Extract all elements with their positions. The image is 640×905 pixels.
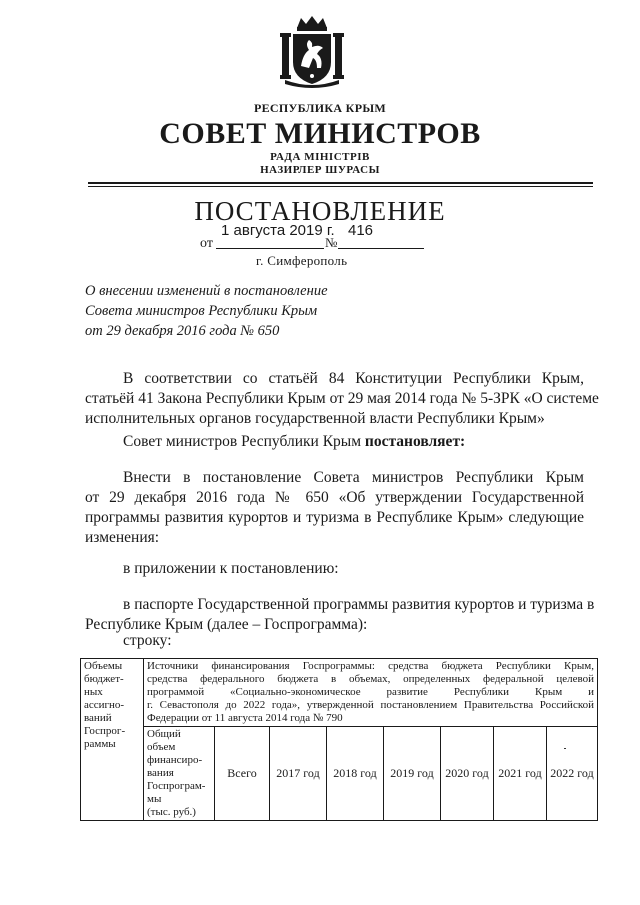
column-header-2022: 2022 год bbox=[547, 727, 598, 821]
column-header-2018: 2018 год bbox=[327, 727, 384, 821]
column-header-2019: 2019 год bbox=[384, 727, 441, 821]
line-label: строку: bbox=[123, 632, 172, 649]
table-cell-line: раммы bbox=[84, 738, 116, 750]
paragraph-line: Внести в постановление Совета министров Республики Крым bbox=[123, 469, 584, 486]
table-cell-line: Госпрограм- bbox=[147, 780, 206, 792]
table-cell-line: ваний bbox=[84, 712, 112, 724]
document-type-title: ПОСТАНОВЛЕНИЕ bbox=[194, 196, 446, 226]
table-row bbox=[81, 659, 598, 727]
paragraph-line: В соответствии со статьёй 84 Конституции Республики Крым, bbox=[123, 370, 584, 387]
total-volume-cell bbox=[144, 727, 215, 821]
subject-line: Совета министров Республики Крым bbox=[85, 303, 318, 319]
appendix-line: в приложении к постановлению: bbox=[123, 560, 339, 577]
table-row bbox=[81, 727, 598, 821]
paragraph-line: статьёй 41 Закона Республики Крым от 29 мая 2014 года № 5-ЗРК «О системе bbox=[85, 390, 599, 407]
table-cell-line: (тыс. руб.) bbox=[147, 806, 196, 818]
resolves-verb: постановляет: bbox=[364, 433, 466, 450]
paragraph-line: в паспорте Государственной программы развития курортов и туризма в bbox=[123, 596, 595, 613]
crimea-coat-of-arms-icon bbox=[279, 14, 345, 88]
table-left-header bbox=[81, 659, 144, 821]
paragraph-line: изменения: bbox=[85, 529, 160, 546]
number-prefix: № bbox=[325, 235, 338, 250]
passport-paragraph bbox=[85, 595, 595, 635]
table-cell-line: г. Севастополя до 2022 года», утвержденной постановлением Правительства Российской bbox=[147, 699, 594, 711]
number-underline bbox=[338, 248, 424, 249]
table-cell-line: Объемы bbox=[84, 660, 123, 672]
header-divider bbox=[88, 182, 593, 184]
financing-table bbox=[80, 658, 598, 821]
basis-paragraph bbox=[85, 369, 599, 429]
decree-subject bbox=[85, 281, 445, 341]
table-cell-line: Федерации от 11 августа 2014 года № 790 bbox=[147, 712, 343, 724]
date-prefix: от bbox=[200, 236, 213, 251]
table-cell-line: бюджет- bbox=[84, 673, 124, 685]
resolves-text: Совет министров Республики Крым bbox=[123, 433, 365, 450]
date-underline bbox=[216, 248, 324, 249]
council-name-ukrainian: РАДА МІНІСТРІВ bbox=[270, 151, 370, 163]
republic-name: РЕСПУБЛИКА КРЫМ bbox=[253, 101, 387, 115]
decree-date: 1 августа 2019 г. bbox=[221, 222, 335, 239]
table-cell-line: ных bbox=[84, 686, 103, 698]
table-cell-line: вания bbox=[147, 767, 174, 779]
table-cell-line: ассигно- bbox=[84, 699, 125, 711]
table-cell-line: Общий bbox=[147, 728, 181, 740]
header-divider-thin bbox=[88, 186, 593, 187]
table-cell-line: Источники финансирования Госпрограммы: средства бюджета Республики Крым, bbox=[147, 660, 594, 672]
amend-paragraph bbox=[85, 468, 584, 548]
paragraph-line: программы развития курортов и туризма в Республике Крым» следующие bbox=[85, 509, 584, 526]
table-cell-line: средства федерального бюджета в объемах, определенных федеральной целевой bbox=[147, 673, 594, 685]
table-cell-line: программой «Социально-экономическое развитие Республики Крым и bbox=[147, 686, 594, 698]
resolves-line bbox=[123, 433, 465, 451]
council-name: СОВЕТ МИНИСТРОВ bbox=[159, 117, 481, 150]
decree-number: 416 bbox=[348, 222, 374, 239]
table-cell-line: финансиро- bbox=[147, 754, 203, 766]
paragraph-line: Республике Крым (далее – Госпрограмма): bbox=[85, 616, 368, 633]
council-name-crimean-tatar: НАЗИРЛЕР ШУРАСЫ bbox=[260, 164, 380, 176]
table-cell-line: Госпрог- bbox=[84, 725, 126, 737]
city: г. Симферополь bbox=[256, 253, 348, 268]
column-header-2020: 2020 год bbox=[441, 727, 494, 821]
scan-speck bbox=[564, 748, 566, 749]
column-header-total: Всего bbox=[215, 727, 270, 821]
column-header-2021: 2021 год bbox=[494, 727, 547, 821]
column-header-2017: 2017 год bbox=[270, 727, 327, 821]
paragraph-line: исполнительных органов государственной власти Республики Крым» bbox=[85, 410, 545, 427]
paragraph-line: от 29 декабря 2016 года № 650 «Об утверждении Государственной bbox=[85, 489, 584, 506]
table-cell-line: объем bbox=[147, 741, 176, 753]
funding-sources-cell bbox=[144, 659, 598, 727]
subject-line: О внесении изменений в постановление bbox=[85, 283, 328, 299]
table-cell-line: мы bbox=[147, 793, 162, 805]
subject-line: от 29 декабря 2016 года № 650 bbox=[85, 323, 280, 339]
